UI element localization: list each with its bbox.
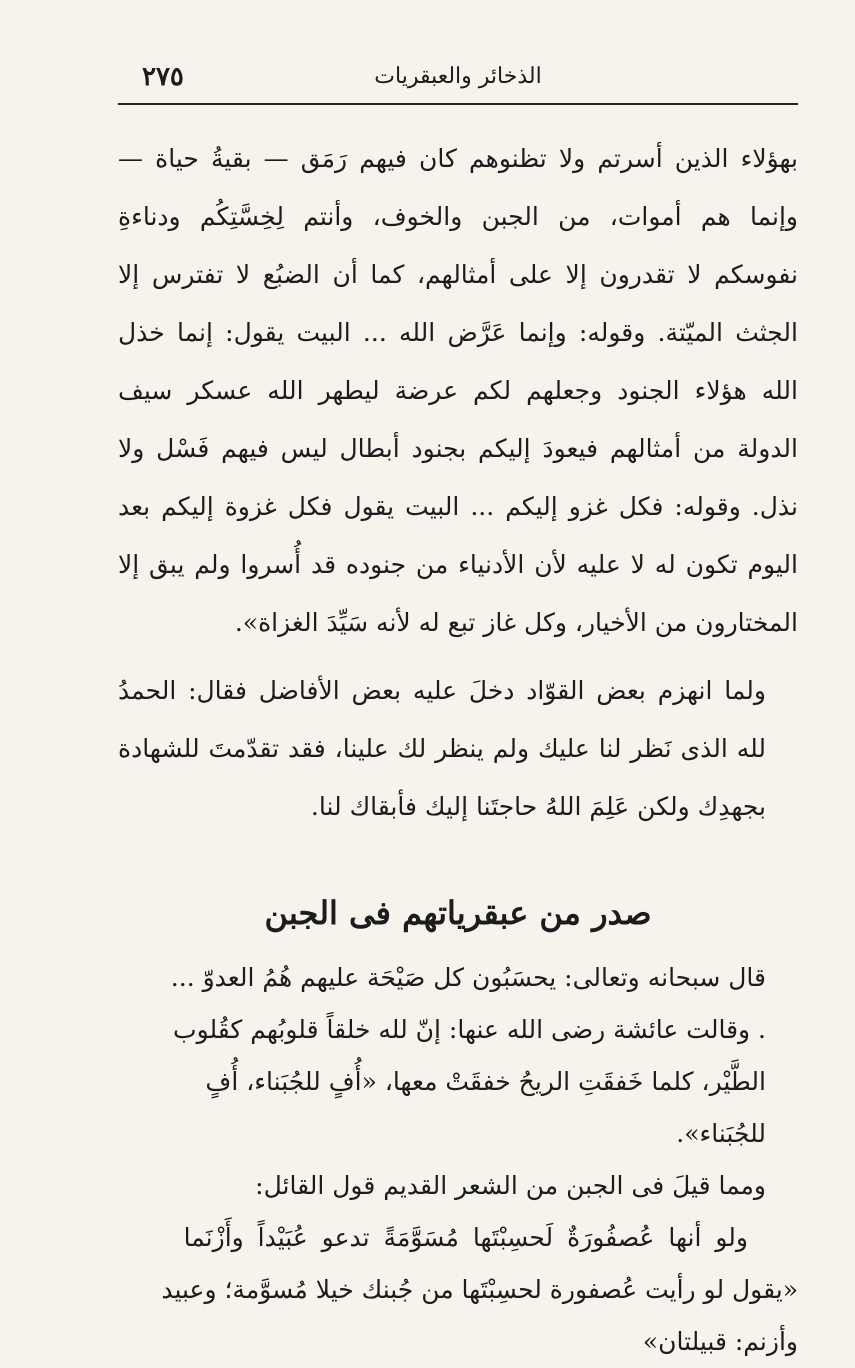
poetry-intro-line: ومما قيلَ فى الجبن من الشعر القديم قول القائل: bbox=[255, 1171, 766, 1200]
body-paragraph: بهؤلاء الذين أسرتم ولا تظنوهم كان فيهم رَمَق — بقيةُ حياة — وإنما هم أموات، من الجبن والخوف، وأنتم لِخِسَّتِكُم ودناءةِ نفوسكم لا تقدرون إلا على أمثالهم، كما أن الضبُع لا تفترس إلا الجثث الميّتة. وقوله: وإنما عَرَّض الله ... البيت يقول: إنما خذل الله هؤلاء الجنود وجعلهم لكم عرضة ليطهر الله عسكر سيف الدولة من أمثالهم فيعودَ إليكم بجنود أبطال ليس فيهم فَسْل ولا نذل. وقوله: فكل غزو إليكم ... البيت يقول فكل غزوة إليكم بعد اليوم تكون له لا عليه لأن الأدنياء من جنوده قد أُسروا ولم يبق إلا المختارون من الأخيار، وكل غاز تبع له لأنه سَيِّدَ الغزاة». bbox=[118, 144, 798, 637]
poetry-verse: ولو أنها عُصفُورَةٌ لَحسِبْتَها مُسَوَّمَةً تدعو عُبَيْداً وأَزْنَما bbox=[183, 1223, 748, 1252]
section-heading: صدر من عبقرياتهم فى الجبن bbox=[264, 894, 652, 932]
verse-explanation: «يقول لو رأيت عُصفورة لحسِبْتَها من جُبنك خيلا مُسوَّمة؛ وعبيد وأزنم: قبيلتان» bbox=[161, 1275, 798, 1356]
header-rule bbox=[118, 103, 798, 105]
hadith-line: . وقالت عائشة رضى الله عنها: إنّ لله خلقاً قلوبُهم كقُلوب الطَّيْر، كلما خَفقَتِ الريحُ خفقَتْ معها، «أُفٍ للجُبَناء، أُفٍ للجُبَناء». bbox=[173, 1015, 766, 1148]
body-paragraph: ولما انهزم بعض القوّاد دخلَ عليه بعض الأفاضل فقال: الحمدُ لله الذى نَظر لنا عليك ولم ينظر لك علينا، فقد تقدّمتَ للشهادة بجهدِك ولكن عَلِمَ اللهُ حاجتَنا إليك فأبقاك لنا. bbox=[118, 676, 766, 821]
running-title: الذخائر والعبقريات bbox=[374, 64, 542, 89]
page-content bbox=[118, 130, 798, 1368]
page-header bbox=[118, 60, 798, 100]
page-number: ٢٧٥ bbox=[142, 62, 184, 92]
quran-quote-line: قال سبحانه وتعالى: يحسَبُون كل صَيْحَة عليهم هُمُ العدوّ ... bbox=[170, 963, 766, 992]
